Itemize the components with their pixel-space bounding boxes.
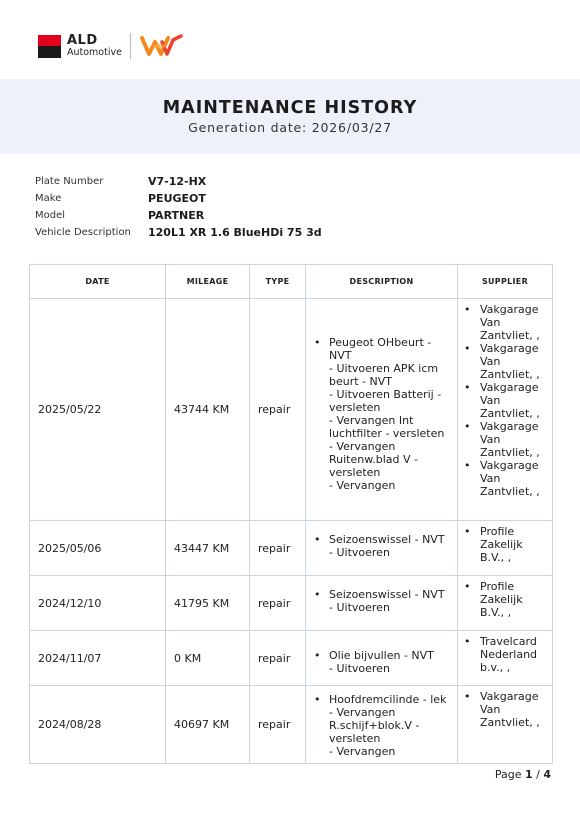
table-row xyxy=(30,521,553,576)
page-current: 1 xyxy=(524,768,533,781)
supplier-list xyxy=(462,303,548,498)
vehicle-info xyxy=(35,173,322,241)
cell-mileage: 0 KM xyxy=(166,631,250,686)
table-row xyxy=(30,631,553,686)
make-value: PEUGEOT xyxy=(148,192,206,205)
cell-mileage: 40697 KM xyxy=(166,686,250,764)
cell-date: 2024/12/10 xyxy=(30,576,166,631)
cell-supplier xyxy=(458,299,553,521)
cell-date: 2024/11/07 xyxy=(30,631,166,686)
description-list xyxy=(310,336,453,492)
cell-mileage: 43744 KM xyxy=(166,299,250,521)
description-list xyxy=(310,649,453,675)
supplier-item: • Vakgarage Van Zantvliet, , xyxy=(462,381,548,420)
header-mileage: MILEAGE xyxy=(166,265,250,299)
table-row xyxy=(30,299,553,521)
header-date: DATE xyxy=(30,265,166,299)
cell-description xyxy=(306,299,458,521)
table-row xyxy=(30,686,553,764)
description-item: • Olie bijvullen - NVT - Uitvoeren xyxy=(310,649,453,675)
header-band xyxy=(0,79,580,154)
page-total: 4 xyxy=(543,768,551,781)
table-header-row xyxy=(30,265,553,299)
plate-value: V7-12-HX xyxy=(148,175,207,188)
header-description: DESCRIPTION xyxy=(306,265,458,299)
ald-subtitle: Automotive xyxy=(67,47,122,59)
generation-date: Generation date: 2026/03/27 xyxy=(188,120,392,135)
info-row-make xyxy=(35,190,322,207)
supplier-list xyxy=(462,690,548,729)
description-list xyxy=(310,588,453,614)
page-prefix: Page xyxy=(494,768,522,781)
supplier-item: • Vakgarage Van Zantvliet, , xyxy=(462,303,548,342)
vehicle-description-value: 120L1 XR 1.6 BlueHDi 75 3d xyxy=(148,226,322,239)
supplier-list xyxy=(462,635,548,674)
page-number xyxy=(495,768,551,781)
logo-bar xyxy=(38,30,184,62)
supplier-item: • Vakgarage Van Zantvliet, , xyxy=(462,459,548,498)
ald-brand: ALD xyxy=(67,33,98,49)
supplier-item: • Travelcard Nederland b.v., , xyxy=(462,635,548,674)
supplier-item: • Profile Zakelijk B.V., , xyxy=(462,525,548,564)
cell-supplier xyxy=(458,631,553,686)
supplier-item: • Vakgarage Van Zantvliet, , xyxy=(462,420,548,459)
vehicle-description-label: Vehicle Description xyxy=(35,227,131,238)
w-logo-icon xyxy=(140,32,184,60)
cell-type: repair xyxy=(250,631,306,686)
cell-type: repair xyxy=(250,521,306,576)
description-list xyxy=(310,693,453,758)
cell-description xyxy=(306,631,458,686)
supplier-item: • Profile Zakelijk B.V., , xyxy=(462,580,548,619)
logo-divider xyxy=(130,33,131,59)
cell-type: repair xyxy=(250,299,306,521)
description-item: • Seizoenswissel - NVT - Uitvoeren xyxy=(310,588,453,614)
info-row-plate xyxy=(35,173,322,190)
header-type: TYPE xyxy=(250,265,306,299)
cell-date: 2024/08/28 xyxy=(30,686,166,764)
cell-mileage: 41795 KM xyxy=(166,576,250,631)
table-row xyxy=(30,576,553,631)
ald-logo-icon xyxy=(38,35,61,58)
cell-supplier xyxy=(458,686,553,764)
cell-type: repair xyxy=(250,576,306,631)
supplier-list xyxy=(462,580,548,619)
info-row-model xyxy=(35,207,322,224)
cell-type: repair xyxy=(250,686,306,764)
model-label: Model xyxy=(35,210,66,221)
page-title: MAINTENANCE HISTORY xyxy=(162,98,418,118)
description-item: • Peugeot OHbeurt - NVT - Uitvoeren APK icm beurt - NVT - Uitvoeren Batterij - versleten - Vervangen Int luchtfilter - versleten - Vervangen Ruitenw.blad V - versleten - Vervangen xyxy=(310,336,453,492)
maintenance-table xyxy=(29,264,553,764)
cell-description xyxy=(306,576,458,631)
cell-supplier xyxy=(458,521,553,576)
description-item: • Seizoenswissel - NVT - Uitvoeren xyxy=(310,533,453,559)
plate-label: Plate Number xyxy=(35,176,104,187)
cell-description xyxy=(306,521,458,576)
cell-date: 2025/05/22 xyxy=(30,299,166,521)
supplier-list xyxy=(462,525,548,564)
make-label: Make xyxy=(35,193,62,204)
page-separator: / xyxy=(536,768,540,781)
ald-logo-text xyxy=(67,34,122,58)
description-list xyxy=(310,533,453,559)
description-item: • Hoofdremcilinde - lek - Vervangen R.schijf+blok.V - versleten - Vervangen xyxy=(310,693,453,758)
model-value: PARTNER xyxy=(148,209,205,222)
header-supplier: SUPPLIER xyxy=(458,265,553,299)
cell-supplier xyxy=(458,576,553,631)
cell-date: 2025/05/06 xyxy=(30,521,166,576)
table-body xyxy=(30,299,553,764)
cell-mileage: 43447 KM xyxy=(166,521,250,576)
cell-description xyxy=(306,686,458,764)
info-row-description xyxy=(35,224,322,241)
supplier-item: • Vakgarage Van Zantvliet, , xyxy=(462,342,548,381)
supplier-item: • Vakgarage Van Zantvliet, , xyxy=(462,690,548,729)
